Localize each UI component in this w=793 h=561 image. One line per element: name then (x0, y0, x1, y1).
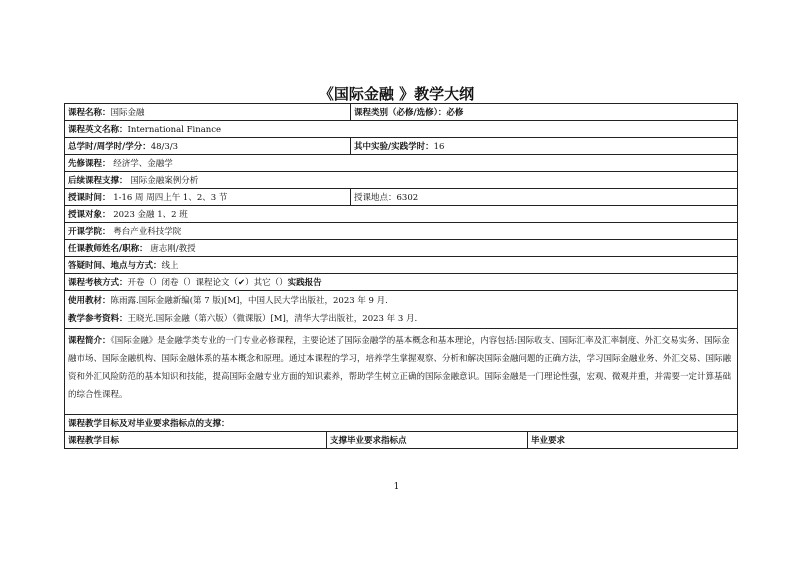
value: 48/3/3 (150, 142, 179, 152)
label: 毕业要求 (531, 436, 566, 446)
label: 课程类别（必修/选修）： (354, 108, 447, 118)
value: 必修 (446, 108, 464, 118)
page-number: 1 (393, 482, 400, 492)
value: 线上 (161, 261, 179, 271)
value: 国际金融案例分析 (127, 176, 199, 186)
objectives-header-row (65, 432, 738, 449)
syllabus-table (64, 103, 738, 449)
value: 粤台产业科技学院 (110, 227, 182, 237)
followup-cell (65, 172, 738, 189)
label: 教学参考资料： (68, 314, 128, 324)
value: 陈雨露.国际金融新编(第 7 版)[M]，中国人民大学出版社，2023 年 9 月. (110, 296, 388, 306)
textbooks-cell (65, 291, 738, 329)
time-cell (65, 189, 351, 206)
english-name-cell (65, 121, 738, 138)
place-cell (351, 189, 738, 206)
label: 任课教师姓名/职称： (68, 244, 148, 254)
objectives-heading (65, 415, 738, 432)
header-cell (327, 432, 528, 449)
label: 总学时/周学时/学分： (68, 142, 151, 152)
assessment-cell (65, 274, 738, 291)
course-type-cell (351, 104, 738, 121)
prereq-cell (65, 155, 738, 172)
qa-cell (65, 257, 738, 274)
audience-cell (65, 206, 738, 223)
hours-cell (65, 138, 351, 155)
label: 答疑时间、地点与方式： (68, 261, 162, 271)
value: 开卷（）闭卷（）课程论文（✔）其它（） (127, 278, 288, 288)
intro-cell (65, 329, 738, 415)
label: 授课对象： (68, 210, 111, 220)
reference-line (68, 310, 734, 328)
label: 开课学院： (68, 227, 111, 237)
page-title: 《国际金融 》教学大纲 (318, 85, 475, 103)
value: 1-16 周 周四上午 1、2、3 节 (110, 193, 228, 203)
label: 课程考核方式： (68, 278, 128, 288)
label: 课程教学目标 (68, 436, 120, 446)
label: 课程简介： (68, 336, 111, 346)
extra: 实践报告 (287, 278, 322, 288)
label: 课程教学目标及对毕业要求指标点的支撑： (68, 419, 230, 429)
value: 16 (433, 142, 445, 152)
label: 使用教材： (68, 296, 111, 306)
label: 课程英文名称： (68, 125, 128, 135)
header-cell (65, 432, 327, 449)
label: 先修课程： (68, 159, 111, 169)
teacher-cell (65, 240, 738, 257)
label: 支撑毕业要求指标点 (330, 436, 407, 446)
value: 唐志刚/教授 (147, 244, 196, 254)
value: International Finance (127, 125, 222, 135)
lab-hours-cell (351, 138, 738, 155)
label: 授课时间： (68, 193, 111, 203)
value: 授课地点：6302 (354, 193, 419, 203)
textbook-line (68, 292, 734, 310)
value: 《国际金融》是金融学类专业的一门专业必修课程，主要论述了国际金融学的基本概念和基本理论，内容包括:国际收支、国际汇率及汇率制度、外汇交易实务、国际金融市场、国际金融机构、国际金融体系的基本概念和原理。通过本课程的学习，培养学生掌握观察、分析和解决国际金融问题的正确方法，学习国际金融业务、外汇交易、国际融资和外汇风险防范的基本知识和技能，提高国际金融专业方面的知识素养，帮助学生树立正确的国际金融意识。国际金融是一门理论性强，宏观、微观并重，并需要一定计算基础的综合性课程。 (68, 336, 732, 400)
value: 经济学、金融学 (110, 159, 173, 169)
header-cell (528, 432, 738, 449)
value: 2023 金融 1、2 班 (110, 210, 188, 220)
row-course-name (65, 104, 738, 121)
label: 其中实验/实践学时： (354, 142, 434, 152)
label: 课程名称： (68, 108, 111, 118)
label: 后续课程支撑： (68, 176, 128, 186)
value: 王晓光.国际金融（第六版）（微课版）[M]，清华大学出版社，2023 年 3 月. (127, 314, 418, 324)
college-cell (65, 223, 738, 240)
value: 国际金融 (110, 108, 145, 118)
course-name-cell (65, 104, 351, 121)
